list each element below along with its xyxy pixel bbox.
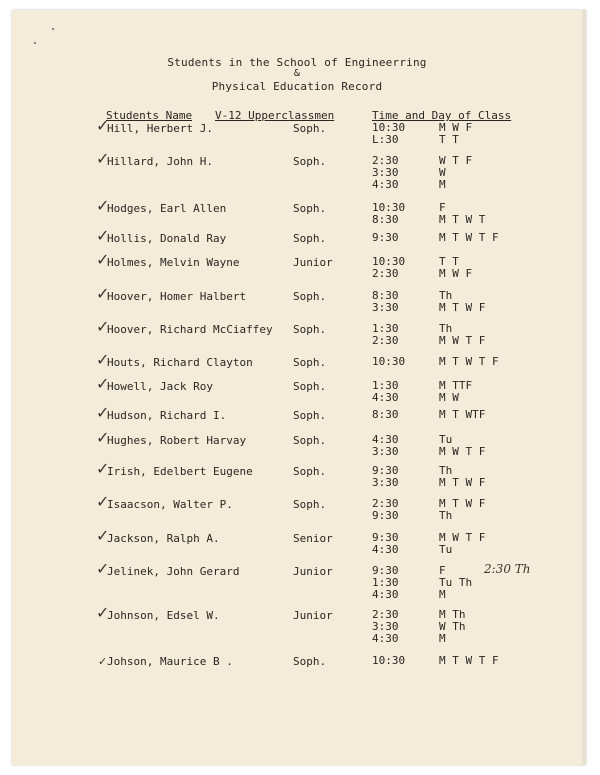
class-day: M W T F xyxy=(439,531,486,544)
class-days xyxy=(439,434,485,458)
class-day: M TTF xyxy=(439,379,473,392)
check-mark-icon: ✓ xyxy=(96,226,110,245)
student-name: Jelinek, John Gerard xyxy=(107,565,240,578)
class-days xyxy=(439,155,472,191)
class-day: M T W F xyxy=(439,497,486,510)
class-day: M T WTF xyxy=(439,408,486,421)
student-name: Johnson, Edsel W. xyxy=(107,609,220,622)
class-time: 4:30 xyxy=(372,433,399,446)
check-mark-icon: ✓ xyxy=(96,149,110,168)
class-day: W T F xyxy=(439,154,473,167)
student-class: Soph. xyxy=(293,323,327,336)
class-times xyxy=(372,434,399,458)
class-times xyxy=(372,323,399,347)
student-name: Holmes, Melvin Wayne xyxy=(107,256,240,269)
class-day: Tu Th xyxy=(439,576,473,589)
class-days xyxy=(439,465,485,489)
student-class: Soph. xyxy=(293,155,327,168)
student-name: Hillard, John H. xyxy=(107,155,213,168)
class-times xyxy=(372,409,399,421)
student-class: Soph. xyxy=(293,202,327,215)
class-times xyxy=(372,465,399,489)
student-name: Hudson, Richard I. xyxy=(107,409,227,422)
class-time: 10:30 xyxy=(372,121,406,134)
class-times xyxy=(372,290,399,314)
class-times xyxy=(372,202,405,226)
class-time: 8:30 xyxy=(372,408,399,421)
student-class: Junior xyxy=(293,565,333,578)
handwritten-note: 2:30 Th xyxy=(484,562,531,576)
class-time: 2:30 xyxy=(372,334,399,347)
class-day: Tu xyxy=(439,433,453,446)
class-time: 2:30 xyxy=(372,267,399,280)
check-mark-icon: ✓ xyxy=(96,284,110,303)
class-day: F xyxy=(439,201,446,214)
class-time: 1:30 xyxy=(372,576,399,589)
class-day: Th xyxy=(439,289,453,302)
class-day: M xyxy=(439,178,446,191)
class-day: Th xyxy=(439,464,453,477)
student-class: Junior xyxy=(293,609,333,622)
class-time: 3:30 xyxy=(372,476,399,489)
class-time: 9:30 xyxy=(372,531,399,544)
class-time: 9:30 xyxy=(372,231,399,244)
student-name: Howell, Jack Roy xyxy=(107,380,213,393)
class-times xyxy=(372,122,405,146)
check-mark-icon: ✓ xyxy=(96,492,110,511)
class-days xyxy=(439,122,472,146)
class-day: M T W T F xyxy=(439,654,499,667)
student-name: Hodges, Earl Allen xyxy=(107,202,227,215)
class-time: 8:30 xyxy=(372,213,399,226)
student-class: Soph. xyxy=(293,434,327,447)
student-class: Soph. xyxy=(293,380,327,393)
class-days xyxy=(439,409,485,421)
student-name: Irish, Edelbert Eugene xyxy=(107,465,253,478)
class-times xyxy=(372,155,399,191)
paper-speck xyxy=(52,28,54,30)
class-time: 3:30 xyxy=(372,301,399,314)
student-class: Soph. xyxy=(293,232,327,245)
class-day: M W F xyxy=(439,121,473,134)
column-header-time: Time and Day of Class xyxy=(372,109,512,122)
check-mark-icon: ✓ xyxy=(96,603,110,622)
class-day: T T xyxy=(439,133,459,146)
check-mark-icon: ✓ xyxy=(96,196,110,215)
title-ampersand: & xyxy=(293,68,301,79)
class-time: L:30 xyxy=(372,133,399,146)
class-time: 1:30 xyxy=(372,379,399,392)
check-mark-icon: ✓ xyxy=(96,428,110,447)
document-subtitle: Physical Education Record xyxy=(211,80,383,93)
class-days xyxy=(439,256,472,280)
class-time: 4:30 xyxy=(372,178,399,191)
class-time: 8:30 xyxy=(372,289,399,302)
class-days xyxy=(439,565,472,601)
column-header-class: V-12 Upperclassmen xyxy=(215,109,335,122)
class-day: M W T F xyxy=(439,334,486,347)
student-class: Soph. xyxy=(293,122,327,135)
class-day: M W T F xyxy=(439,445,486,458)
class-time: 3:30 xyxy=(372,166,399,179)
check-mark-icon: ✓ xyxy=(96,350,110,369)
class-times xyxy=(372,356,405,368)
student-class: Junior xyxy=(293,256,333,269)
class-day: M T W F xyxy=(439,476,486,489)
class-days xyxy=(439,232,499,244)
class-times xyxy=(372,532,399,556)
check-mark-icon: ✓ xyxy=(96,459,110,478)
check-mark-icon: ✓ xyxy=(98,655,108,668)
student-name: Hughes, Robert Harvay xyxy=(107,434,247,447)
class-day: M T W T xyxy=(439,213,486,226)
class-day: M W F xyxy=(439,267,473,280)
check-mark-icon: ✓ xyxy=(96,116,110,135)
class-day: Tu xyxy=(439,543,453,556)
document-page xyxy=(12,10,586,765)
class-time: 4:30 xyxy=(372,588,399,601)
class-time: 10:30 xyxy=(372,201,406,214)
student-name: Jackson, Ralph A. xyxy=(107,532,220,545)
class-times xyxy=(372,565,399,601)
student-name: Isaacson, Walter P. xyxy=(107,498,233,511)
class-time: 1:30 xyxy=(372,322,399,335)
student-name: Johson, Maurice B . xyxy=(107,655,233,668)
class-day: Th xyxy=(439,322,453,335)
class-time: 10:30 xyxy=(372,654,406,667)
class-day: W Th xyxy=(439,620,466,633)
class-times xyxy=(372,609,399,645)
class-time: 10:30 xyxy=(372,255,406,268)
student-class: Soph. xyxy=(293,655,327,668)
class-time: 3:30 xyxy=(372,445,399,458)
class-day: M T W F xyxy=(439,301,486,314)
check-mark-icon: ✓ xyxy=(96,374,110,393)
class-days xyxy=(439,202,485,226)
class-time: 9:30 xyxy=(372,464,399,477)
class-days xyxy=(439,609,466,645)
student-class: Soph. xyxy=(293,356,327,369)
class-days xyxy=(439,498,485,522)
student-name: Houts, Richard Clayton xyxy=(107,356,253,369)
class-times xyxy=(372,380,399,404)
class-time: 2:30 xyxy=(372,497,399,510)
class-day: M T W T F xyxy=(439,231,499,244)
class-time: 9:30 xyxy=(372,509,399,522)
class-day: M Th xyxy=(439,608,466,621)
class-day: Th xyxy=(439,509,453,522)
paper-speck xyxy=(34,42,36,44)
class-time: 9:30 xyxy=(372,564,399,577)
class-days xyxy=(439,323,485,347)
class-days xyxy=(439,380,472,404)
class-day: F xyxy=(439,564,446,577)
student-class: Soph. xyxy=(293,498,327,511)
student-class: Soph. xyxy=(293,290,327,303)
class-times xyxy=(372,655,405,667)
student-class: Soph. xyxy=(293,409,327,422)
class-day: M T W T F xyxy=(439,355,499,368)
class-days xyxy=(439,532,485,556)
class-time: 2:30 xyxy=(372,154,399,167)
class-day: M xyxy=(439,632,446,645)
check-mark-icon: ✓ xyxy=(96,317,110,336)
column-header-name: Students Name xyxy=(106,109,193,122)
student-class: Soph. xyxy=(293,465,327,478)
class-days xyxy=(439,655,499,667)
student-name: Hoover, Richard McCiaffey xyxy=(107,323,273,336)
class-times xyxy=(372,256,405,280)
class-time: 4:30 xyxy=(372,391,399,404)
student-name: Hoover, Homer Halbert xyxy=(107,290,247,303)
class-day: M W xyxy=(439,391,459,404)
class-times xyxy=(372,232,399,244)
student-name: Hill, Herbert J. xyxy=(107,122,213,135)
student-class: Senior xyxy=(293,532,333,545)
class-days xyxy=(439,290,485,314)
class-day: W xyxy=(439,166,446,179)
class-time: 4:30 xyxy=(372,543,399,556)
check-mark-icon: ✓ xyxy=(96,559,110,578)
class-times xyxy=(372,498,399,522)
class-days xyxy=(439,356,499,368)
check-mark-icon: ✓ xyxy=(96,250,110,269)
class-time: 3:30 xyxy=(372,620,399,633)
document-title: Students in the School of Engineerring xyxy=(167,56,427,69)
check-mark-icon: ✓ xyxy=(96,403,110,422)
class-time: 4:30 xyxy=(372,632,399,645)
check-mark-icon: ✓ xyxy=(96,526,110,545)
class-day: M xyxy=(439,588,446,601)
class-time: 10:30 xyxy=(372,355,406,368)
student-name: Hollis, Donald Ray xyxy=(107,232,227,245)
class-time: 2:30 xyxy=(372,608,399,621)
class-day: T T xyxy=(439,255,459,268)
